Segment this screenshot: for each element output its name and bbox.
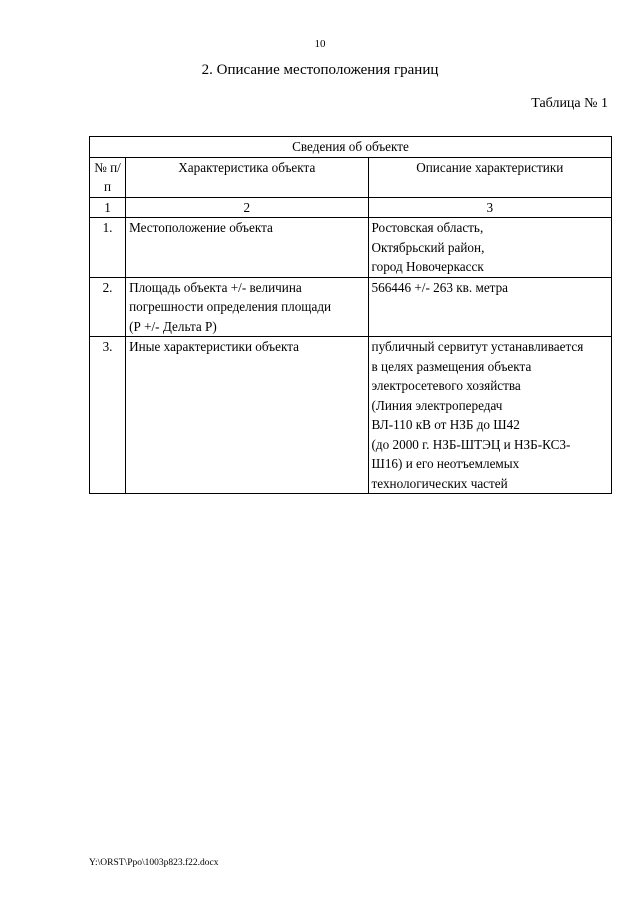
description-line: (Линия электропередач — [371, 397, 503, 413]
table-index-row — [90, 197, 612, 218]
page-number: 10 — [314, 38, 326, 50]
characteristic-line: (Р +/- Дельта Р) — [129, 318, 217, 334]
table-row — [90, 277, 612, 337]
index-cell: 3 — [368, 197, 611, 218]
section-title: 2. Описание местоположения границ — [201, 62, 439, 78]
table-caption: Сведения об объекте — [90, 137, 612, 158]
row-description — [368, 337, 611, 494]
characteristic-line: Площадь объекта +/- величина — [129, 279, 302, 295]
row-number: 3. — [90, 337, 126, 494]
object-info-table — [89, 136, 612, 494]
description-line: публичный сервитут устанавливается — [371, 339, 584, 354]
description-line: Ш16) и его неотъемлемых — [371, 456, 520, 471]
table-header-row — [90, 157, 612, 197]
description-line: в целях размещения объекта — [371, 358, 532, 374]
description-line: город Новочеркасск — [371, 259, 484, 274]
index-cell: 2 — [126, 197, 368, 218]
row-number: 1. — [90, 218, 126, 278]
description-line: Ростовская область, — [371, 220, 484, 235]
row-characteristic — [126, 277, 368, 337]
characteristic-line: погрешности определения площади — [129, 299, 332, 314]
table-label: Таблица № 1 — [531, 96, 608, 111]
footer-file-path: Y:\ORST\Ppo\1003p823.f22.docx — [89, 858, 219, 868]
row-characteristic: Иные характеристики объекта — [126, 337, 368, 494]
row-description — [368, 218, 611, 278]
table-row — [90, 337, 612, 494]
header-description: Описание характеристики — [368, 157, 611, 197]
row-characteristic: Местоположение объекта — [126, 218, 368, 278]
index-cell: 1 — [90, 197, 126, 218]
row-number: 2. — [90, 277, 126, 337]
header-number: № п/п — [90, 157, 126, 197]
description-line: электросетевого хозяйства — [371, 378, 521, 393]
description-line: ВЛ-110 кВ от НЗБ до Ш42 — [371, 417, 520, 432]
table-row — [90, 218, 612, 278]
description-line: (до 2000 г. НЗБ-ШТЭЦ и НЗБ-КС3- — [371, 436, 571, 452]
header-characteristic: Характеристика объекта — [126, 157, 368, 197]
description-line: Октябрьский район, — [371, 239, 485, 255]
table-caption-row — [90, 137, 612, 158]
row-description: 566446 +/- 263 кв. метра — [368, 277, 611, 337]
description-line: технологических частей — [371, 475, 508, 491]
